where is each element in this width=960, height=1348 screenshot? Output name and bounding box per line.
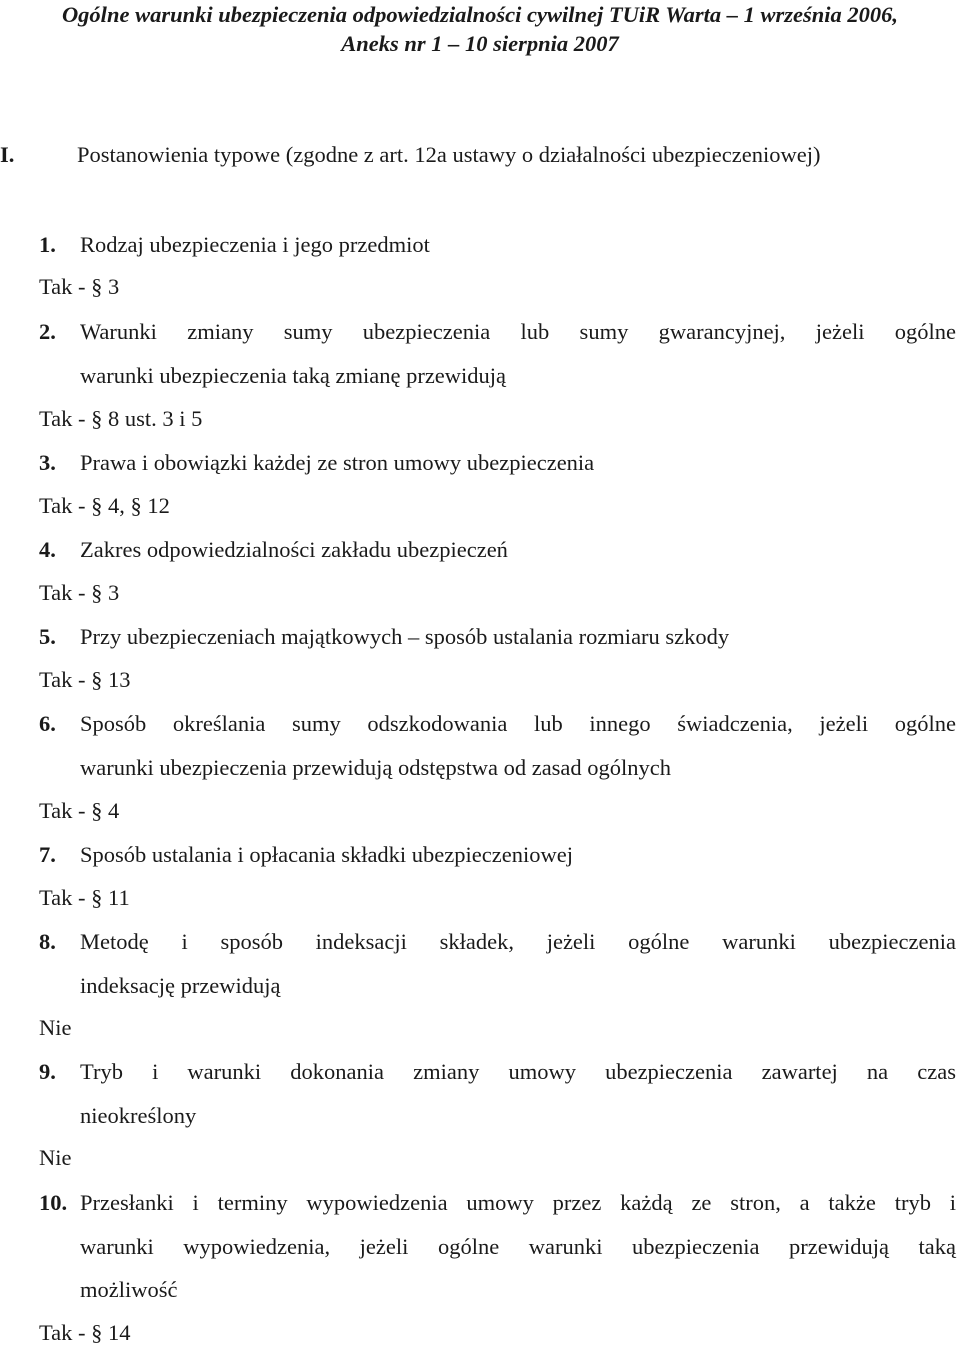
item-text-line: Tryb i warunki dokonania zmiany umowy ubezpieczenia zawartej na czas (80, 1059, 956, 1084)
item-text-line: Sposób ustalania i opłacania składki ubezpieczeniowej (80, 842, 573, 867)
item-answer: Tak - § 3 (39, 274, 120, 299)
item-number: 5. (39, 624, 56, 649)
item-text-line: Rodzaj ubezpieczenia i jego przedmiot (80, 232, 430, 257)
document-title-line-2: Aneks nr 1 – 10 sierpnia 2007 (341, 31, 619, 56)
item-text-line: warunki wypowiedzenia, jeżeli ogólne warunki ubezpieczenia przewidują taką (80, 1233, 956, 1259)
item-text-line: Sposób określania sumy odszkodowania lub innego świadczenia, jeżeli ogólne (80, 711, 956, 736)
item-number: 10. (39, 1190, 68, 1215)
section-title: Postanowienia typowe (zgodne z art. 12a ustawy o działalności ubezpieczeniowej) (77, 142, 821, 167)
item-text (80, 1188, 956, 1319)
item-number: 9. (39, 1059, 56, 1084)
item-answer: Tak - § 4, § 12 (39, 493, 170, 518)
item-text (80, 230, 956, 274)
item-answer: Tak - § 14 (39, 1320, 131, 1345)
item-number: 1. (39, 232, 56, 257)
document-title-line-1: Ogólne warunki ubezpieczenia odpowiedzialności cywilnej TUiR Warta – 1 września 2006, (61, 2, 899, 27)
item-text (80, 535, 956, 579)
item-text (80, 840, 956, 884)
item-text-line: Prawa i obowiązki każdej ze stron umowy ubezpieczenia (80, 450, 595, 475)
item-answer: Nie (39, 1015, 72, 1040)
item-text-line: indeksację przewidują (80, 972, 281, 998)
item-number: 3. (39, 450, 56, 475)
item-text-line: warunki ubezpieczenia taką zmianę przewidują (80, 362, 507, 388)
item-text (80, 317, 956, 404)
item-number: 6. (39, 711, 56, 736)
item-number: 8. (39, 929, 56, 954)
item-text-line: Przesłanki i terminy wypowiedzenia umowy przez każdą ze stron, a także tryb i (80, 1190, 956, 1215)
item-answer: Tak - § 4 (39, 798, 120, 823)
item-answer: Nie (39, 1145, 72, 1170)
item-text (80, 927, 956, 1014)
item-text-line: Zakres odpowiedzialności zakładu ubezpieczeń (80, 537, 508, 562)
item-text-line: nieokreślony (80, 1102, 197, 1128)
item-number: 4. (39, 537, 56, 562)
section-number: I. (0, 142, 15, 167)
item-text (80, 709, 956, 796)
item-text-line: warunki ubezpieczenia przewidują odstępstwa od zasad ogólnych (80, 754, 672, 780)
item-number: 2. (39, 319, 56, 344)
item-number: 7. (39, 842, 56, 867)
item-text-line: Warunki zmiany sumy ubezpieczenia lub sumy gwarancyjnej, jeżeli ogólne (80, 319, 956, 344)
item-text (80, 1057, 956, 1144)
item-answer: Tak - § 3 (39, 580, 120, 605)
item-text (80, 622, 956, 666)
item-text (80, 448, 956, 492)
item-answer: Tak - § 8 ust. 3 i 5 (39, 406, 203, 431)
item-text-line: możliwość (80, 1277, 178, 1302)
item-text-line: Metodę i sposób indeksacji składek, jeżeli ogólne warunki ubezpieczenia (80, 929, 956, 954)
document-header (0, 0, 960, 58)
item-answer: Tak - § 11 (39, 885, 130, 910)
item-answer: Tak - § 13 (39, 667, 131, 692)
item-text-line: Przy ubezpieczeniach majątkowych – sposób ustalania rozmiaru szkody (80, 624, 730, 649)
